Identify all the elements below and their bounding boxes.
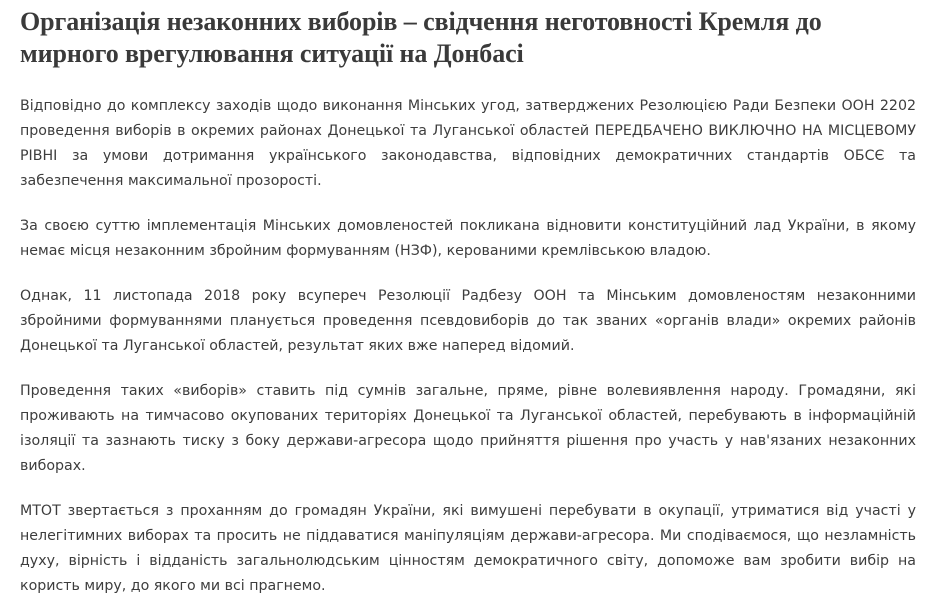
paragraph-1: Відповідно до комплексу заходів щодо виконання Мінських угод, затверджених Резолюцією Ради Безпеки ООН 2202 проведення виборів в окремих районах Донецької та Луганської областей ПЕРЕДБАЧЕНО ВИКЛЮЧНО НА МІСЦЕВОМУ РІВНІ за умови дотримання українського законодавства, відповідних демократичних стандартів ОБСЄ та забезпечення максимальної прозорості. bbox=[20, 98, 916, 189]
article-title: Організація незаконних виборів – свідчення неготовності Кремля до мирного врегулювання ситуації на Донбасі bbox=[20, 7, 822, 68]
article-body bbox=[20, 94, 916, 599]
paragraph-3: Однак, 11 листопада 2018 року всупереч Резолюції Радбезу ООН та Мінським домовленостям незаконними збройними формуваннями планується проведення псевдовиборів до так званих «органів влади» окремих районів Донецької та Луганської областей, результат яких вже наперед відомий. bbox=[20, 288, 916, 354]
paragraph-4: Проведення таких «виборів» ставить під сумнів загальне, пряме, рівне волевиявлення народу. Громадяни, які проживають на тимчасово окупованих територіях Донецької та Луганської областей, перебувають в інформаційній ізоляції та зазнають тиску з боку держави-агресора щодо прийняття рішення про участь у нав'язаних незаконних виборах. bbox=[20, 383, 916, 474]
paragraph-5: МТОТ звертається з проханням до громадян України, які вимушені перебувати в окупації, утриматися від участі у нелегітимних виборах та просить не піддаватися маніпуляціям держави-агресора. Ми сподіваємося, що незламність духу, вірність і відданість загальнолюдським цінностям демократичного світу, допоможе вам зробити вибір на користь миру, до якого ми всі прагнемо. bbox=[20, 503, 916, 594]
paragraph-2: За своєю суттю імплементація Мінських домовленостей покликана відновити конституційний лад України, в якому немає місця незаконним збройним формуванням (НЗФ), керованими кремлівською владою. bbox=[20, 218, 916, 259]
